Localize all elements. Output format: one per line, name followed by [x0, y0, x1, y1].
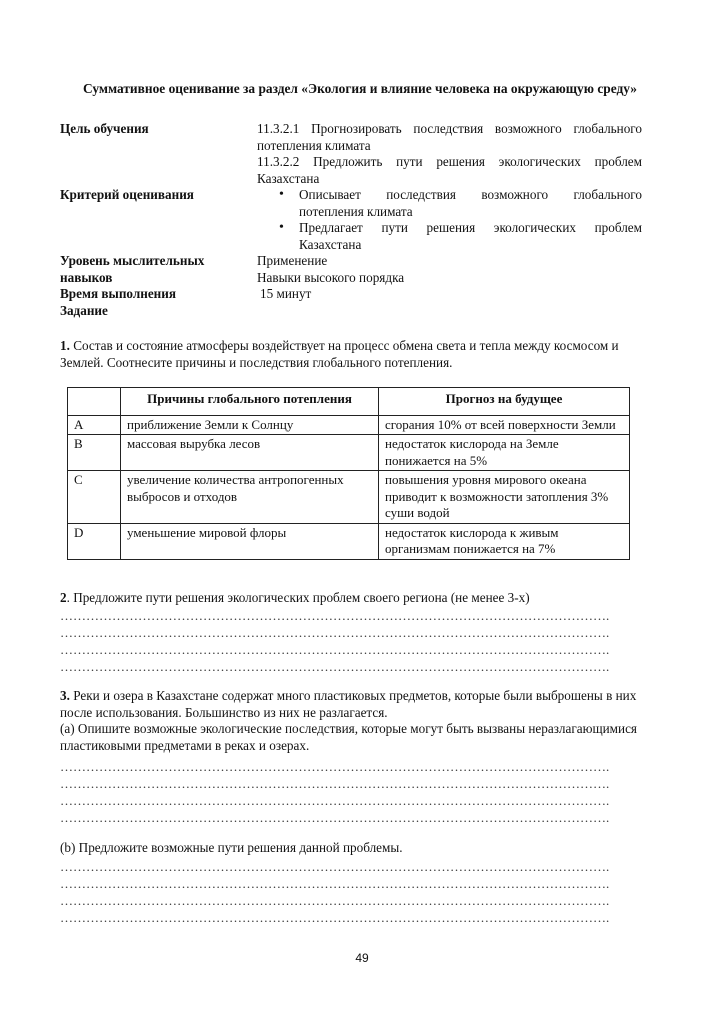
- causes-forecast-table: [67, 387, 630, 560]
- assessment-meta: [60, 121, 642, 319]
- goal-label: Цель обучения: [60, 121, 149, 136]
- row-forecast: сгорания 10% от всей поверхности Земли: [379, 415, 630, 435]
- question-2: [60, 590, 646, 607]
- goal-row: [60, 121, 642, 187]
- question-1: [60, 338, 646, 371]
- answer-line[interactable]: ……………………………………………………………………………………………………………….: [60, 893, 610, 908]
- row-letter: B: [68, 435, 121, 471]
- question-3b: [60, 840, 646, 857]
- answer-line[interactable]: ……………………………………………………………………………………………………………….: [60, 659, 610, 674]
- question-3-number: 3.: [60, 688, 70, 703]
- criteria-item-2: • Предлагает пути решения экологических проблем Казахстана: [257, 220, 642, 253]
- question-3: [60, 688, 646, 754]
- question-3b-text: (b) Предложите возможные пути решения данной проблемы.: [60, 840, 403, 855]
- row-forecast: недостаток кислорода к живым организмам понижается на 7%: [379, 523, 630, 559]
- criteria-label: Критерий оценивания: [60, 187, 194, 202]
- answer-line[interactable]: ……………………………………………………………………………………………………………….: [60, 759, 610, 774]
- criteria-row: [60, 187, 642, 253]
- goal-item-1: 11.3.2.1 Прогнозировать последствия возможного глобального потепления климата: [257, 121, 642, 153]
- table-row: [68, 523, 630, 559]
- question-2-number: 2: [60, 590, 67, 605]
- table-row: [68, 471, 630, 524]
- question-3a-text: (a) Опишите возможные экологические последствия, которые могут быть вызваны неразлагающимися пластиковыми предметами в реках и озерах.: [60, 721, 637, 753]
- table-header-causes: Причины глобального потепления: [121, 388, 379, 416]
- row-cause: приближение Земли к Солнцу: [121, 415, 379, 435]
- task-row: [60, 303, 642, 320]
- answer-line[interactable]: ……………………………………………………………………………………………………………….: [60, 642, 610, 657]
- table-header-row: [68, 388, 630, 416]
- goal-values: [257, 121, 642, 187]
- question-1-text: Состав и состояние атмосферы воздействует на процесс обмена света и тепла между космосом и Землей. Соотнесите причины и последствия глобального потепления.: [60, 338, 619, 370]
- row-letter: D: [68, 523, 121, 559]
- answer-line[interactable]: ……………………………………………………………………………………………………………….: [60, 793, 610, 808]
- question-3-text: Реки и озера в Казахстане содержат много пластиковых предметов, которые были выброшены в них после использования. Большинство из них не разлагается.: [60, 688, 637, 720]
- answer-line[interactable]: ……………………………………………………………………………………………………………….: [60, 810, 610, 825]
- time-row: [60, 286, 642, 303]
- page-number: 49: [355, 951, 369, 965]
- thinking-value-1: Применение: [257, 253, 328, 268]
- row-cause: уменьшение мировой флоры: [121, 523, 379, 559]
- answer-line[interactable]: ……………………………………………………………………………………………………………….: [60, 625, 610, 640]
- table-row: [68, 435, 630, 471]
- row-letter: A: [68, 415, 121, 435]
- criteria-item-1: • Описывает последствия возможного глобального потепления климата: [257, 187, 642, 220]
- question-2-text: . Предложите пути решения экологических проблем своего региона (не менее 3-х): [66, 590, 530, 605]
- thinking-row-1: [60, 253, 642, 270]
- row-letter: C: [68, 471, 121, 524]
- table-header-forecast: Прогноз на будущее: [379, 388, 630, 416]
- question-1-number: 1.: [60, 338, 70, 353]
- thinking-row-2: [60, 270, 642, 287]
- row-cause: массовая вырубка лесов: [121, 435, 379, 471]
- table-row: [68, 415, 630, 435]
- answer-line[interactable]: ……………………………………………………………………………………………………………….: [60, 608, 610, 623]
- answer-line[interactable]: ……………………………………………………………………………………………………………….: [60, 876, 610, 891]
- table-header-blank: [68, 388, 121, 416]
- thinking-label-2: навыков: [60, 269, 113, 285]
- task-label: Задание: [60, 302, 108, 318]
- page-title: Суммативное оценивание за раздел «Экология и влияние человека на окружающую среду»: [83, 81, 637, 96]
- row-forecast: недостаток кислорода на Земле понижается на 5%: [379, 435, 630, 471]
- row-forecast: повышения уровня мирового океана приводит к возможности затопления 3% суши водой: [379, 471, 630, 524]
- answer-line[interactable]: ……………………………………………………………………………………………………………….: [60, 776, 610, 791]
- time-label: Время выполнения: [60, 286, 177, 301]
- criteria-values: [257, 187, 642, 253]
- goal-item-2: 11.3.2.2 Предложить пути решения экологических проблем Казахстана: [257, 154, 642, 186]
- row-cause: увеличение количества антропогенных выбросов и отходов: [121, 471, 379, 524]
- time-value: 15 минут: [260, 286, 312, 301]
- criteria-list: [257, 187, 642, 253]
- answer-line[interactable]: ……………………………………………………………………………………………………………….: [60, 859, 610, 874]
- answer-line[interactable]: ……………………………………………………………………………………………………………….: [60, 910, 610, 925]
- thinking-value-2: Навыки высокого порядка: [257, 269, 405, 285]
- thinking-label-1: Уровень мыслительных: [60, 253, 205, 268]
